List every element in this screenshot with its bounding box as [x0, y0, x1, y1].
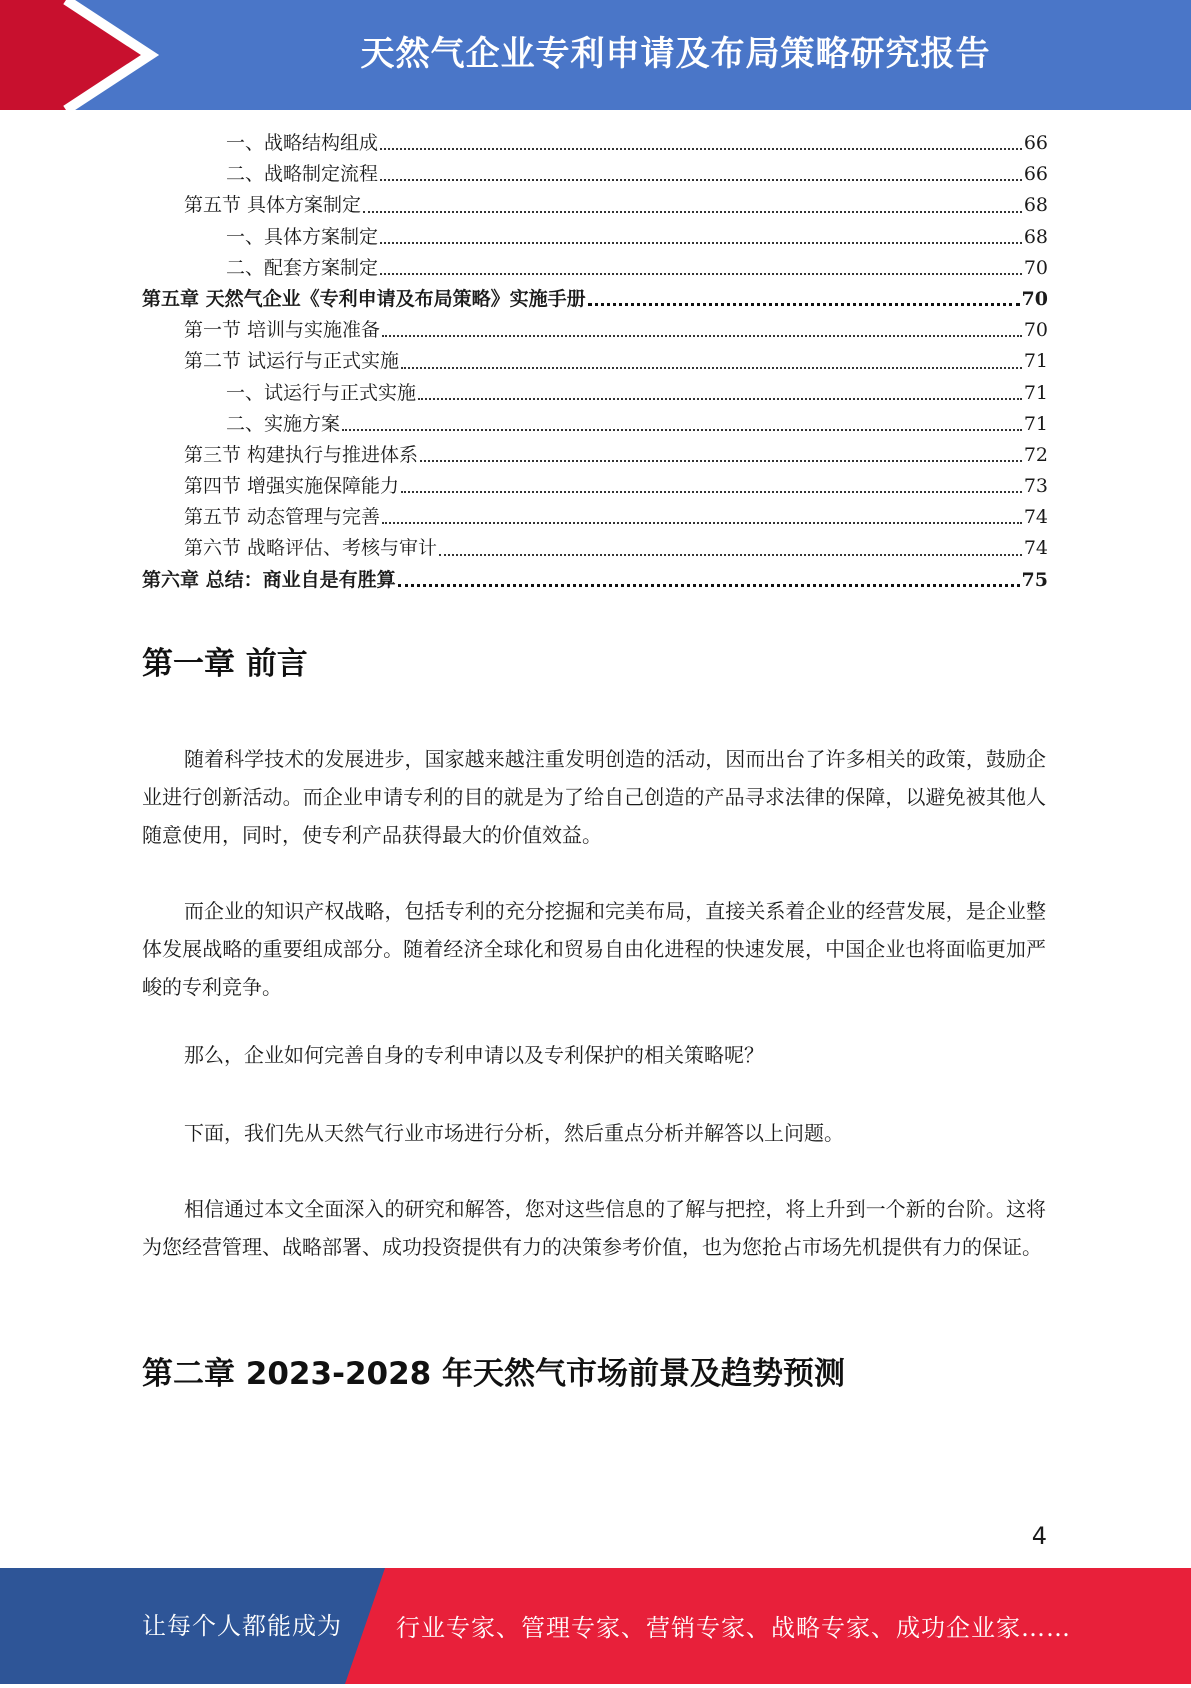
toc-entry-label: 一、试运行与正式实施 [226, 381, 417, 404]
toc-entry-page: 70 [1023, 256, 1048, 279]
toc-entry[interactable] [142, 440, 1048, 471]
toc-entry-label: 一、具体方案制定 [226, 225, 379, 248]
body-paragraph: 相信通过本文全面深入的研究和解答，您对这些信息的了解与把控，将上升到一个新的台阶。这将为您经营管理、战略部署、成功投资提供有力的决策参考价值，也为您抢占市场先机提供有力的保证。 [142, 1197, 1046, 1259]
toc-entry-label: 一、战略结构组成 [226, 132, 379, 154]
toc-leader-dots [380, 148, 1022, 150]
toc-leader-dots [418, 398, 1022, 400]
toc-entry-chapter[interactable] [142, 565, 1048, 596]
toc-entry-page: 74 [1023, 537, 1048, 560]
page-footer [0, 1568, 1191, 1684]
toc-entry-page: 72 [1023, 443, 1048, 466]
toc-entry-label: 第一节 培训与实施准备 [184, 319, 381, 342]
toc-leader-dots [382, 335, 1022, 337]
page-number: 4 [1031, 1522, 1047, 1550]
toc-entry-page: 66 [1023, 163, 1048, 186]
toc-entry-page: 70 [1021, 287, 1048, 310]
toc-leader-dots [380, 242, 1022, 244]
toc-entry-page: 74 [1023, 506, 1048, 529]
toc-entry[interactable] [142, 253, 1048, 284]
toc-entry-label: 第五节 动态管理与完善 [184, 506, 381, 529]
toc-entry-label: 第五章 天然气企业《专利申请及布局策略》实施手册 [142, 287, 586, 310]
table-of-contents [142, 128, 1048, 596]
toc-leader-dots [363, 211, 1022, 213]
toc-leader-dots [439, 554, 1022, 556]
toc-entry[interactable] [142, 128, 1048, 159]
toc-entry[interactable] [142, 315, 1048, 346]
toc-entry-page: 68 [1023, 225, 1048, 248]
chapter-2-heading: 第二章 2023-2028 年天然气市场前景及趋势预测 [142, 1356, 846, 1392]
toc-entry-label: 第二节 试运行与正式实施 [184, 350, 400, 373]
body-paragraph: 那么，企业如何完善自身的专利申请以及专利保护的相关策略呢？ [184, 1043, 764, 1067]
toc-entry[interactable] [142, 471, 1048, 502]
toc-entry[interactable] [142, 159, 1048, 190]
toc-entry-page: 71 [1023, 350, 1048, 373]
toc-entry-label: 第六节 战略评估、考核与审计 [184, 537, 438, 560]
body-paragraph: 下面，我们先从天然气行业市场进行分析，然后重点分析并解答以上问题。 [184, 1121, 844, 1145]
report-title: 天然气企业专利申请及布局策略研究报告 [360, 34, 991, 74]
toc-entry[interactable] [142, 346, 1048, 377]
toc-entry-label: 第六章 总结：商业自是有胜算 [142, 568, 396, 591]
toc-entry-page: 70 [1023, 319, 1048, 342]
toc-entry[interactable] [142, 533, 1048, 564]
toc-entry-label: 二、配套方案制定 [226, 256, 379, 279]
toc-leader-dots [380, 273, 1022, 275]
footer-slogan-left: 让每个人都能成为 [142, 1612, 342, 1640]
toc-entry-label: 第四节 增强实施保障能力 [184, 475, 400, 498]
toc-entry-page: 73 [1023, 475, 1048, 498]
body-paragraph: 随着科学技术的发展进步，国家越来越注重发明创造的活动，因而出台了许多相关的政策，鼓励企业进行创新活动。而企业申请专利的目的就是为了给自己创造的产品寻求法律的保障，以避免被其他人随意使用，同时，使专利产品获得最大的价值效益。 [142, 747, 1046, 847]
toc-entry-label: 第三节 构建执行与推进体系 [184, 443, 419, 466]
toc-entry-page: 71 [1023, 412, 1048, 435]
toc-entry-page: 66 [1023, 132, 1048, 154]
toc-entry-page: 68 [1023, 194, 1048, 217]
toc-entry[interactable] [142, 378, 1048, 409]
toc-leader-dots [401, 367, 1022, 369]
chapter-1-heading: 第一章 前言 [142, 646, 308, 682]
toc-entry[interactable] [142, 190, 1048, 221]
toc-entry[interactable] [142, 409, 1048, 440]
toc-entry-page: 75 [1021, 568, 1048, 591]
toc-entry[interactable] [142, 502, 1048, 533]
toc-leader-dots [380, 179, 1022, 181]
toc-entry-chapter[interactable] [142, 284, 1048, 315]
toc-entry[interactable] [142, 222, 1048, 253]
toc-entry-label: 第五节 具体方案制定 [184, 194, 362, 217]
toc-leader-dots [382, 522, 1022, 524]
toc-entry-label: 二、战略制定流程 [226, 163, 379, 186]
footer-slogan-right: 行业专家、管理专家、营销专家、战略专家、成功企业家…… [396, 1614, 1071, 1642]
toc-entry-page: 71 [1023, 381, 1048, 404]
toc-leader-dots [401, 491, 1022, 493]
page-header [0, 0, 1191, 110]
toc-leader-dots [420, 460, 1022, 462]
toc-leader-dots [342, 429, 1022, 431]
toc-leader-dots [588, 303, 1020, 306]
toc-entry-label: 二、实施方案 [226, 412, 341, 435]
body-paragraph: 而企业的知识产权战略，包括专利的充分挖掘和完美布局，直接关系着企业的经营发展，是企业整体发展战略的重要组成部分。随着经济全球化和贸易自由化进程的快速发展，中国企业也将面临更加严峻的专利竞争。 [142, 899, 1046, 999]
toc-leader-dots [398, 584, 1020, 587]
